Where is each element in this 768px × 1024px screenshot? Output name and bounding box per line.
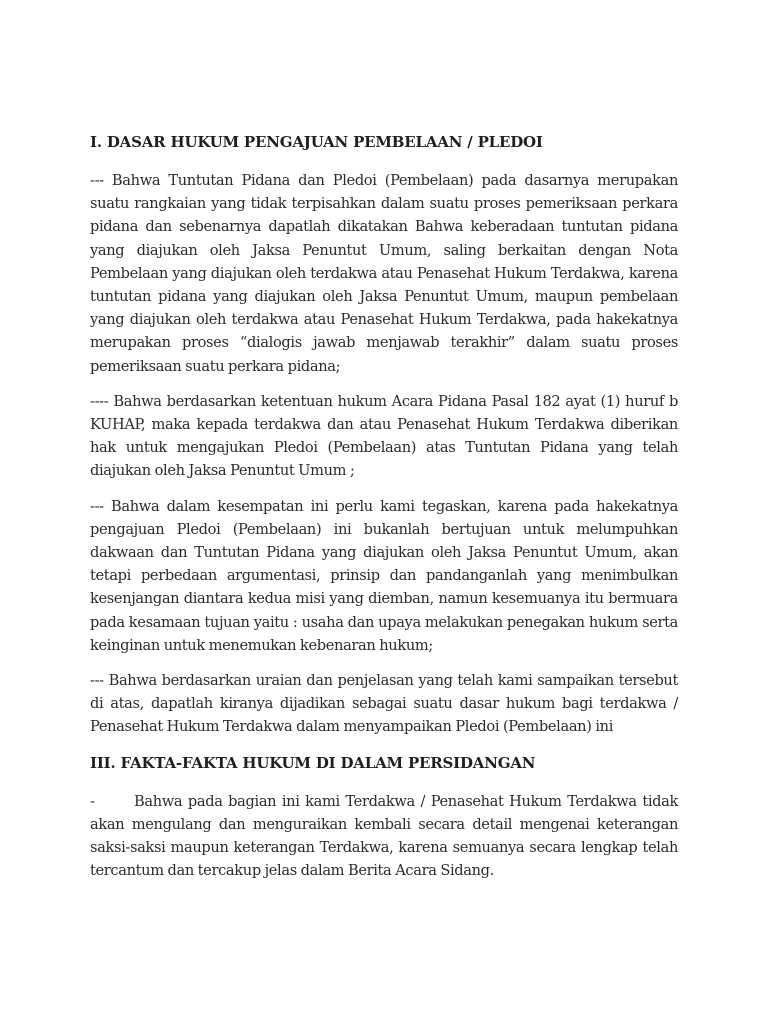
paragraph-fakta <box>90 790 678 883</box>
paragraph-uraian: --- Bahwa berdasarkan uraian dan penjelasan yang telah kami sampaikan tersebut di atas, dapatlah kiranya dijadikan sebagai suatu dasar hukum bagi terdakwa / Penasehat Hukum Terdakwa dalam menyampaikan Pledoi (Pembelaan) ini <box>90 672 678 736</box>
list-bullet: - <box>90 792 95 810</box>
section-heading-dasar-hukum: I. DASAR HUKUM PENGAJUAN PEMBELAAN / PLEDOI <box>90 133 543 151</box>
document-body <box>90 130 678 882</box>
section-heading-fakta-hukum: III. FAKTA-FAKTA HUKUM DI DALAM PERSIDANGAN <box>90 753 536 772</box>
paragraph-kesempatan: --- Bahwa dalam kesempatan ini perlu kami tegaskan, karena pada hakekatnya pengajuan Pledoi (Pembelaan) ini bukanlah bertujuan untuk melumpuhkan dakwaan dan Tuntutan Pidana yang diajukan oleh Jaksa Penuntut Umum, akan tetapi perbedaan argumentasi, prinsip dan pandanganlah yang menimbulkan kesenjangan diantara kedua misi yang diemban, namun kesemuanya itu bermuara pada kesamaan tujuan yaitu : usaha dan upaya melakukan penegakan hukum serta keinginan untuk menemukan kebenaran hukum; <box>90 497 678 654</box>
paragraph-tuntutan-pledoi: --- Bahwa Tuntutan Pidana dan Pledoi (Pembelaan) pada dasarnya merupakan suatu rangkaian yang tidak terpisahkan dalam suatu proses pemeriksaan perkara pidana dan sebenarnya dapatlah dikatakan Bahwa keberadaan tuntutan pidana yang diajukan oleh Jaksa Penuntut Umum, saling berkaitan dengan Nota Pembelaan yang diajukan oleh terdakwa atau Penasehat Hukum Terdakwa, karena tuntutan pidana yang diajukan oleh Jaksa Penuntut Umum, maupun pembelaan yang diajukan oleh terdakwa atau Penasehat Hukum Terdakwa, pada hakekatnya merupakan proses “dialogis jawab menjawab terakhir” dalam suatu proses pemeriksaan suatu perkara pidana; <box>90 172 678 375</box>
paragraph-fakta-text: Bahwa pada bagian ini kami Terdakwa / Penasehat Hukum Terdakwa tidak akan mengulang dan menguraikan kembali secara detail mengenai keterangan saksi-saksi maupun keterangan Terdakwa, karena semuanya secara lengkap telah tercantum dan tercakup jelas dalam Berita Acara Sidang. <box>90 792 678 880</box>
paragraph-kuhap: ---- Bahwa berdasarkan ketentuan hukum Acara Pidana Pasal 182 ayat (1) huruf b KUHAP, maka kepada terdakwa dan atau Penasehat Hukum Terdakwa diberikan hak untuk mengajukan Pledoi (Pembelaan) atas Tuntutan Pidana yang telah diajukan oleh Jaksa Penuntut Umum ; <box>90 392 678 480</box>
